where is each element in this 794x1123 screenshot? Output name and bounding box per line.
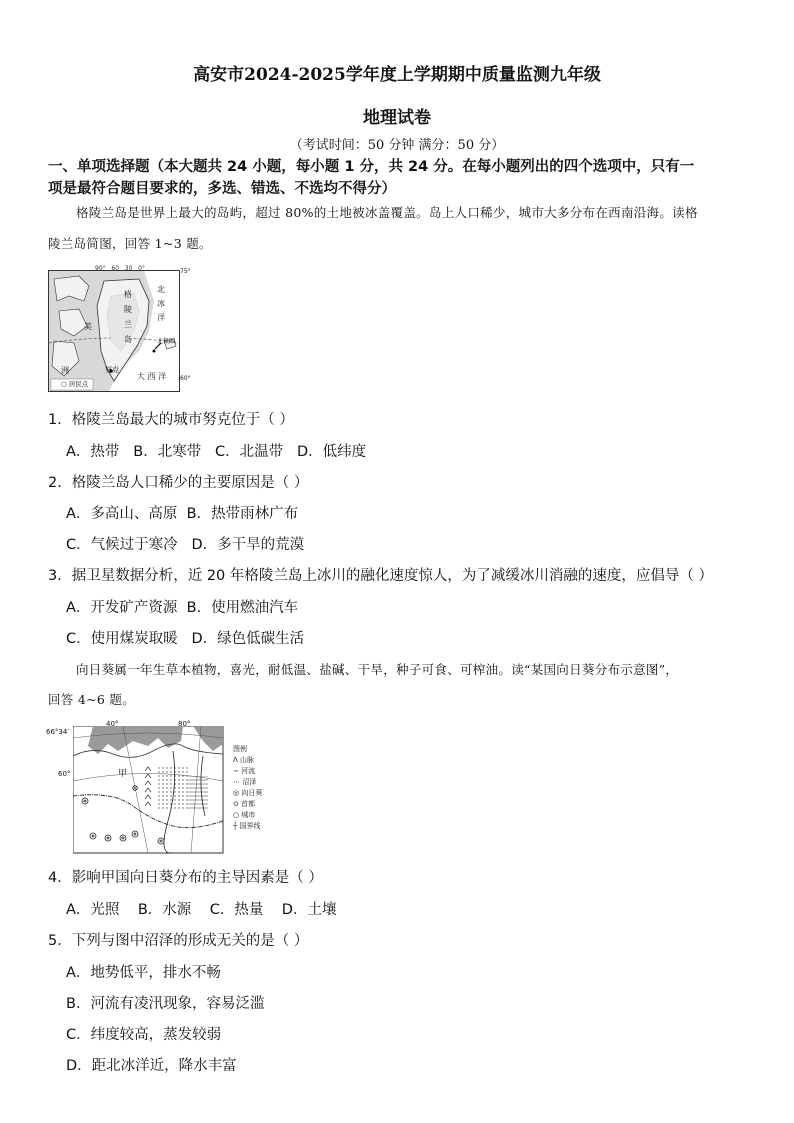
legend-label: 城市 <box>241 811 256 819</box>
question-5: 5．下列与图中沼泽的形成无关的是（ ） <box>48 933 309 949</box>
lat-60: 60° <box>58 770 71 778</box>
legend-label: 国界线 <box>239 822 261 830</box>
lat-60: 60° <box>180 375 191 382</box>
subject-title: 地理试卷 <box>363 108 431 128</box>
question-5-option-b: B．河流有凌汛现象，容易泛滥 <box>66 996 265 1012</box>
island-label <box>124 287 134 347</box>
map1-lon-labels <box>95 265 145 272</box>
section-heading-line2: 项是最符合题目要求的，多选、错选、不选均不得分） <box>48 181 396 197</box>
sunflower-map <box>48 720 278 855</box>
question-3: 3．据卫星数据分析，近 20 年格陵兰岛上冰川的融化速度惊人，为了减缓冰川消融的速度，应倡导（ ） <box>48 568 713 584</box>
passage2-line1: 向日葵属一年生草本植物，喜光，耐低温、盐碱、干旱，种子可食、可榨油。读“某国向日葵分布示意图”， <box>76 662 679 677</box>
legend-river: ∽ 河流 <box>233 767 256 775</box>
question-4-options: A．光照 B．水源 C．热量 D．土壤 <box>66 902 337 918</box>
question-5-option-a: A．地势低平，排水不畅 <box>66 965 221 981</box>
island-char: 岛 <box>124 335 132 344</box>
question-2: 2．格陵兰岛人口稀少的主要原因是（ ） <box>48 475 309 491</box>
land-america: 美 <box>84 322 92 331</box>
ocean-char: 冰 <box>157 299 165 308</box>
question-1: 1．格陵兰岛最大的城市努克位于（ ） <box>48 412 294 428</box>
ocean-char: 洋 <box>157 313 165 322</box>
legend-label: 山脉 <box>240 756 255 764</box>
question-1-options: A．热带 B．北寒带 C．北温带 D．低纬度 <box>66 444 367 460</box>
sunflower-map-svg <box>73 726 248 854</box>
lon-60: 60 <box>111 265 120 272</box>
lon-80: 80° <box>178 720 191 728</box>
exam-info: （考试时间：50 分钟 满分：50 分） <box>289 138 505 153</box>
lat-75: 75° <box>180 268 191 275</box>
island-char: 兰 <box>124 320 132 329</box>
question-2-options-ab: A．多高山、高原 B．热带雨林广布 <box>66 506 299 522</box>
ocean-char: 西 <box>147 372 156 381</box>
greenland-map <box>48 265 191 392</box>
lon-30: 30 <box>124 265 133 272</box>
atlantic-label <box>137 371 166 382</box>
ocean-char: 北 <box>157 285 165 294</box>
arctic-ocean-label <box>157 283 165 325</box>
land-zhou: 洲 <box>61 366 69 375</box>
lon-90: 90° <box>95 265 106 272</box>
legend-title: 图例 <box>233 745 247 753</box>
legend-settlement: ○ 居民点 <box>61 380 89 388</box>
legend-label: 河流 <box>241 767 256 775</box>
question-2-options-cd: C．气候过于寒冷 D．多干旱的荒漠 <box>66 537 305 553</box>
passage1-line1: 格陵兰岛是世界上最大的岛屿，超过 80%的土地被冰盖覆盖。岛上人口稀少，城市大多分布在西南沿海。读格 <box>76 205 698 220</box>
legend-sunflower: ◎ 向日葵 <box>233 789 263 797</box>
exam-title: 高安市2024-2025学年度上学期期中质量监测九年级 <box>193 65 601 85</box>
region-jia: 甲 <box>118 769 128 779</box>
passage2-line2: 回答 4~6 题。 <box>48 692 136 707</box>
section-heading-line1: 一、单项选择题（本大题共 24 小题，每小题 1 分，共 24 分。在每小题列出的四个选项中，只有一 <box>48 159 695 175</box>
legend-border: ┼ 国界线 <box>233 822 261 830</box>
island-char: 格 <box>124 290 132 299</box>
legend-label: 向日葵 <box>241 789 263 797</box>
lon-0: 0° <box>138 265 145 272</box>
lat-66: 66°34′ <box>46 728 69 736</box>
legend-mountain: ᐱ 山脉 <box>233 756 255 764</box>
question-5-option-d: D．距北冰洋近，降水丰富 <box>66 1058 237 1074</box>
island-char: 陵 <box>124 305 132 314</box>
city-nuuk: 努克 <box>105 366 119 374</box>
legend-capital: ⊙ 首都 <box>233 800 256 808</box>
ocean-char: 大 <box>137 372 145 381</box>
ocean-char: 洋 <box>158 372 167 381</box>
passage1-line2: 陵兰岛简图，回答 1~3 题。 <box>48 236 212 251</box>
map2-legend <box>233 744 262 832</box>
question-5-option-c: C．纬度较高，蒸发较弱 <box>66 1027 222 1043</box>
question-3-options-ab: A．开发矿产资源 B．使用燃油汽车 <box>66 600 299 616</box>
arctic-circle-label: 北极圈 <box>157 338 176 345</box>
question-3-options-cd: C．使用煤炭取暖 D．绿色低碳生活 <box>66 631 305 647</box>
legend-label: 居民点 <box>68 380 89 388</box>
question-4: 4．影响甲国向日葵分布的主导因素是（ ） <box>48 870 323 886</box>
legend-city: ○ 城市 <box>233 811 256 819</box>
lon-40: 40° <box>106 720 119 728</box>
legend-label: 首都 <box>241 800 256 808</box>
legend-swamp: ⋯ 沼泽 <box>233 778 257 786</box>
legend-label: 沼泽 <box>242 778 257 786</box>
